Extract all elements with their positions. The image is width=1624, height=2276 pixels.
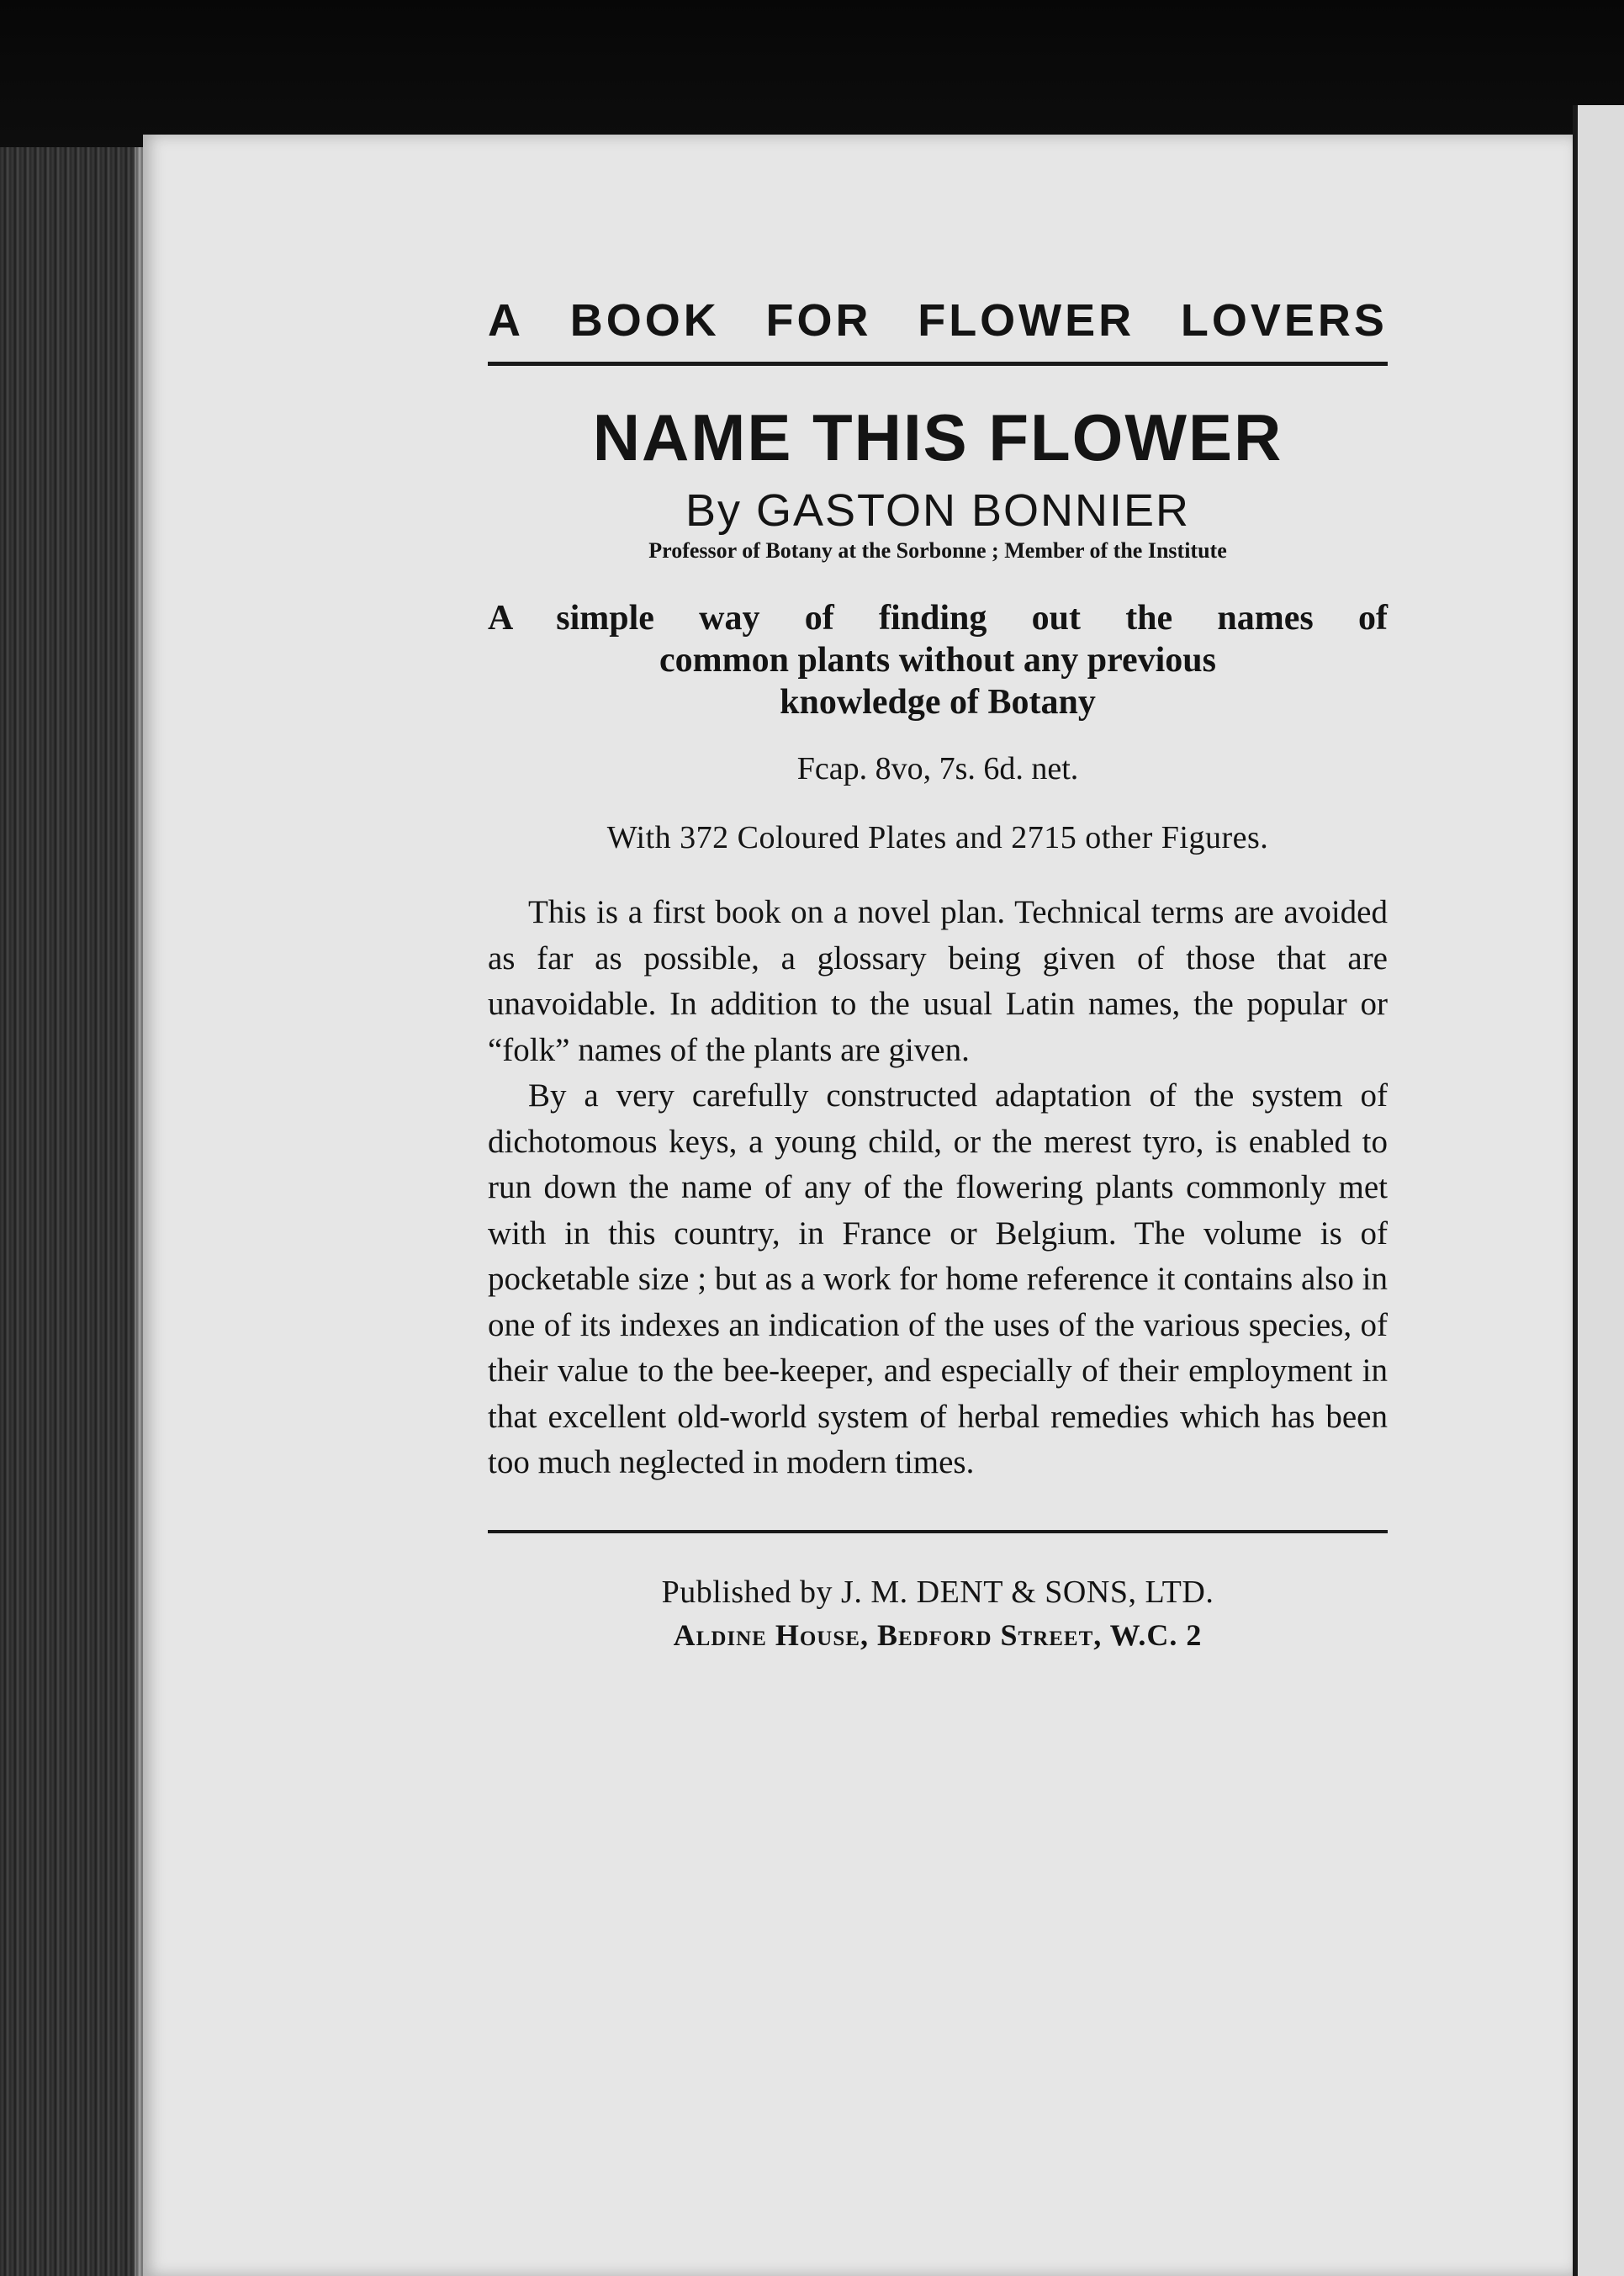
advertisement-content xyxy=(488,294,1388,1653)
author-credentials: Professor of Botany at the Sorbonne ; Member of the Institute xyxy=(648,538,1227,563)
subtitle-line: knowledge of Botany xyxy=(780,683,1096,722)
facing-page-edge xyxy=(1573,105,1624,2276)
book-title: NAME THIS FLOWER xyxy=(592,400,1283,474)
header-word: FOR xyxy=(765,295,872,346)
description-paragraph: By a very carefully constructed adaptation of the system of dichotomous keys, a young child, or the merest tyro, is enabled to run down the name of any of the flowering plants commonly met with in this country, in France or Belgium. The volume is of pocketable size ; but as a work for home reference it contains also in one of its indexes an indication of the uses of the various species, of their value to the bee-keeper, and especially of their employment in that excellent old-world system of herbal remedies which has been too much neglected in modern times. xyxy=(488,1077,1388,1480)
header-word: BOOK xyxy=(569,295,720,346)
publisher-line: Published by J. M. DENT & SONS, LTD. xyxy=(661,1574,1214,1610)
header-rule xyxy=(488,362,1388,366)
book-author: By GASTON BONNIER xyxy=(685,485,1191,536)
header-word: A xyxy=(488,295,524,346)
subtitle-line: common plants without any previous xyxy=(659,641,1216,680)
header-word: LOVERS xyxy=(1180,295,1388,346)
book-subtitle xyxy=(488,597,1388,723)
subtitle-line: A simple way of finding out the names of xyxy=(488,599,1388,638)
description-paragraph: This is a first book on a novel plan. Technical terms are avoided as far as possible, a glossary being given of those that are unavoidable. In addition to the usual Latin names, the popular or “folk” names of the plants are given. xyxy=(488,894,1388,1068)
book-format-price: Fcap. 8vo, 7s. 6d. net. xyxy=(796,751,1079,786)
footer-rule xyxy=(488,1530,1388,1533)
page-header xyxy=(488,294,1388,362)
header-word: FLOWER xyxy=(918,295,1135,346)
book-description xyxy=(488,890,1388,1486)
publisher-address: Aldine House, Bedford Street, W.C. 2 xyxy=(673,1617,1203,1652)
book-illustrations: With 372 Coloured Plates and 2715 other Figures. xyxy=(606,820,1269,855)
